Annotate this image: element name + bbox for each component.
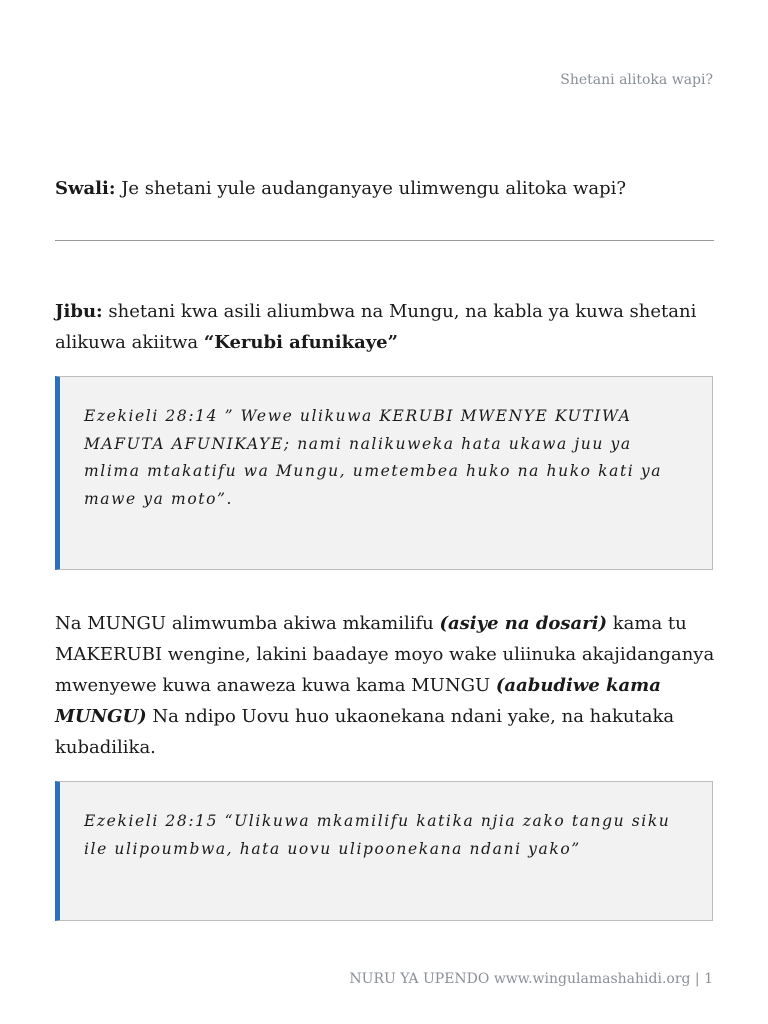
scripture-quote-2 bbox=[55, 781, 713, 921]
page-footer: NURU YA UPENDO www.wingulamashahidi.org | 1 bbox=[349, 971, 713, 987]
answer-label: Jibu: bbox=[55, 301, 103, 322]
question-label: Swali: bbox=[55, 178, 116, 199]
body-paragraph bbox=[55, 608, 720, 763]
scripture-quote-2-text: Ezekieli 28:15 “Ulikuwa mkamilifu katika njia zako tangu siku ile ulipoumbwa, hata uovu ulipoonekana ndani yako” bbox=[84, 812, 671, 858]
scripture-quote-1-text: Ezekieli 28:14 ” Wewe ulikuwa KERUBI MWENYE KUTIWA MAFUTA AFUNIKAYE; nami nalikuweka hata ukawa juu ya mlima mtakatifu wa Mungu, umetembea huko na huko kati ya mawe ya moto”. bbox=[84, 407, 663, 508]
divider-line bbox=[55, 240, 714, 241]
answer-emphasis: “Kerubi afunikaye” bbox=[203, 332, 398, 353]
question-block bbox=[55, 176, 715, 202]
paragraph-emphasis-1: (asiye na dosari) bbox=[439, 613, 608, 634]
paragraph-part-2: kama tu MAKERUBI wengine, lakini baadaye moyo wake uliinuka akajidanganya mwenyewe kuwa anaweza kuwa kama MUNGU bbox=[55, 613, 715, 696]
page-header-title: Shetani alitoka wapi? bbox=[560, 72, 713, 88]
question-text: Je shetani yule audanganyaye ulimwengu alitoka wapi? bbox=[115, 178, 627, 199]
paragraph-part-1: Na MUNGU alimwumba akiwa mkamilifu bbox=[55, 613, 440, 634]
scripture-quote-1 bbox=[55, 376, 713, 570]
paragraph-emphasis-2: (aabudiwe kama MUNGU) bbox=[55, 675, 661, 727]
paragraph-part-3: Na ndipo Uovu huo ukaonekana ndani yake, na hakutaka kubadilika. bbox=[55, 706, 675, 758]
answer-block bbox=[55, 296, 715, 358]
answer-text: shetani kwa asili aliumbwa na Mungu, na kabla ya kuwa shetani alikuwa akiitwa bbox=[55, 301, 697, 353]
